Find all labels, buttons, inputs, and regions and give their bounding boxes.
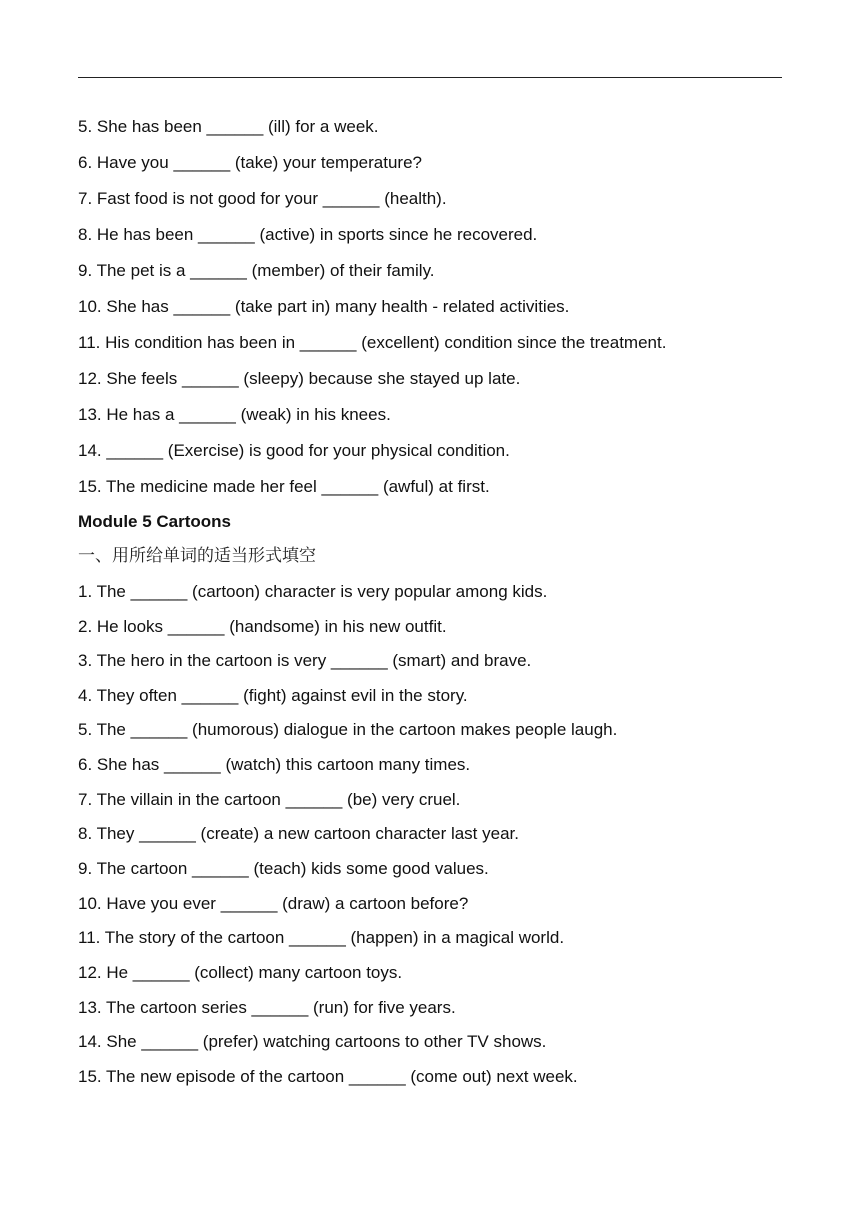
question-line: 4. They often ______ (fight) against evil in the story. — [78, 686, 468, 705]
question-line: 10. Have you ever ______ (draw) a cartoon before? — [78, 894, 469, 913]
question-line: 2. He looks ______ (handsome) in his new outfit. — [78, 617, 447, 636]
question-line: 11. His condition has been in ______ (excellent) condition since the treatment. — [78, 333, 667, 352]
question-line: 14. She ______ (prefer) watching cartoons to other TV shows. — [78, 1032, 547, 1051]
question-line: 7. The villain in the cartoon ______ (be) very cruel. — [78, 790, 461, 809]
question-line: 14. ______ (Exercise) is good for your physical condition. — [78, 441, 510, 460]
question-line: 13. He has a ______ (weak) in his knees. — [78, 405, 391, 424]
question-line: 3. The hero in the cartoon is very ______ (smart) and brave. — [78, 651, 532, 670]
question-line: 5. The ______ (humorous) dialogue in the cartoon makes people laugh. — [78, 720, 618, 739]
question-line: 10. She has ______ (take part in) many health - related activities. — [78, 297, 570, 316]
question-line: 8. They ______ (create) a new cartoon character last year. — [78, 824, 519, 843]
question-line: 9. The pet is a ______ (member) of their family. — [78, 261, 435, 280]
question-line: 9. The cartoon ______ (teach) kids some good values. — [78, 859, 489, 878]
question-line: 11. The story of the cartoon ______ (happen) in a magical world. — [78, 928, 565, 947]
question-line: 15. The medicine made her feel ______ (awful) at first. — [78, 477, 490, 496]
question-line: 6. Have you ______ (take) your temperature? — [78, 153, 422, 172]
exercise-heading: 一、用所给单词的适当形式填空 — [78, 546, 316, 566]
header-rule — [78, 77, 782, 78]
question-line: 7. Fast food is not good for your ______ (health). — [78, 189, 447, 208]
question-line: 12. She feels ______ (sleepy) because she stayed up late. — [78, 369, 521, 388]
question-line: 15. The new episode of the cartoon ______ (come out) next week. — [78, 1067, 578, 1086]
module-title: Module 5 Cartoons — [78, 512, 232, 531]
question-line: 8. He has been ______ (active) in sports since he recovered. — [78, 225, 538, 244]
question-line: 12. He ______ (collect) many cartoon toys. — [78, 963, 403, 982]
question-line: 1. The ______ (cartoon) character is very popular among kids. — [78, 582, 548, 601]
question-line: 6. She has ______ (watch) this cartoon many times. — [78, 755, 471, 774]
question-line: 5. She has been ______ (ill) for a week. — [78, 117, 379, 136]
question-line: 13. The cartoon series ______ (run) for five years. — [78, 998, 456, 1017]
